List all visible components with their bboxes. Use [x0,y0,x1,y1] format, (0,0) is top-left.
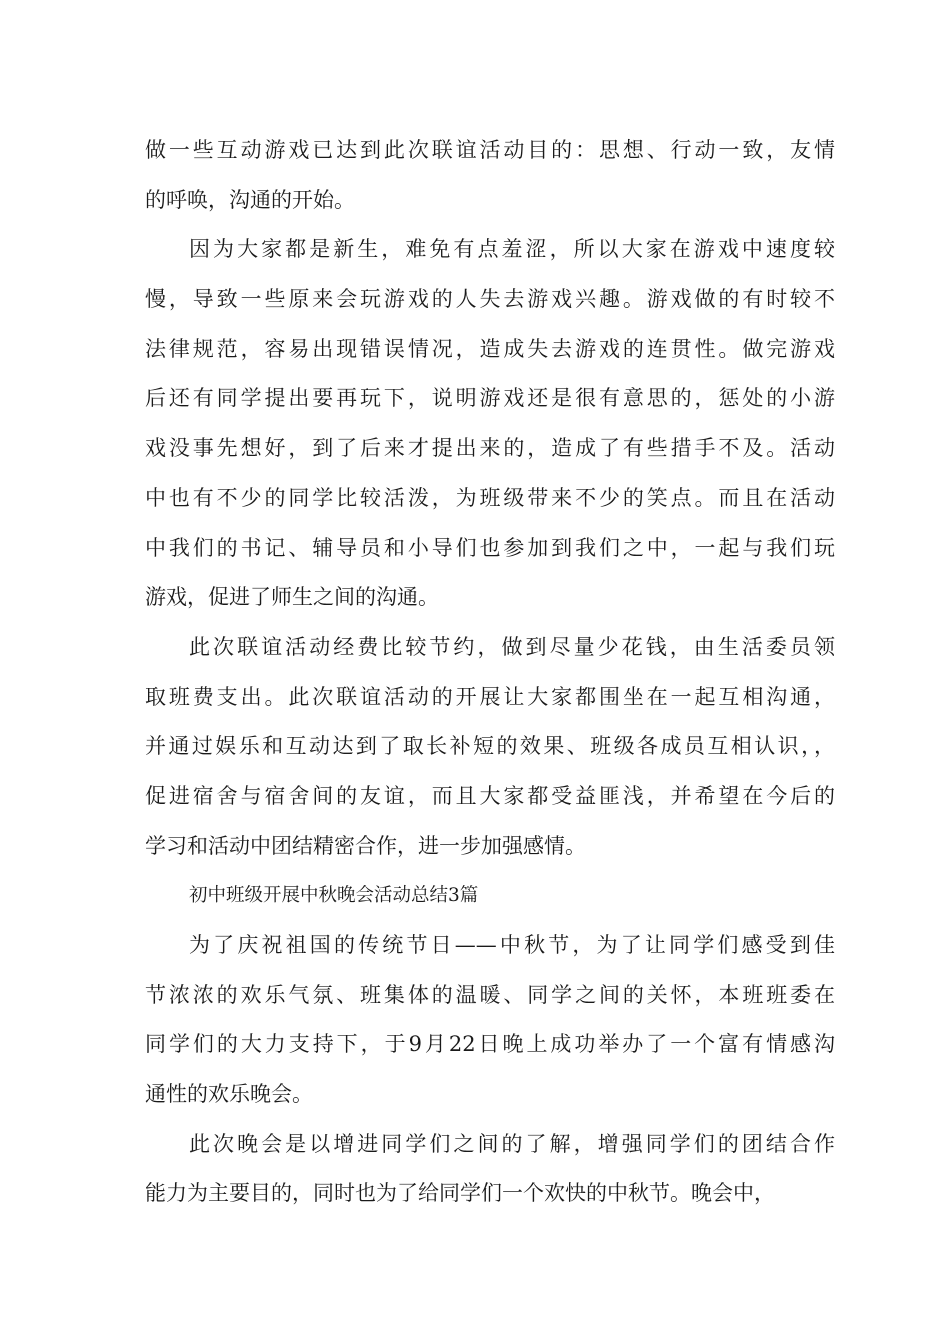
text-line: 并通过娱乐和互动达到了取长补短的效果、班级各成员互相认识，， [145,734,835,759]
text-line: 慢，导致一些原来会玩游戏的人失去游戏兴趣。游戏做的有时较不 [145,287,835,312]
text-line: 节浓浓的欢乐气氛、班集体的温暖、同学之间的关怀，本班班委在 [145,982,835,1007]
paragraph [145,225,835,623]
text-line: 做一些互动游戏已达到此次联谊活动目的：思想、行动一致，友情 [145,138,835,162]
paragraph [145,1120,835,1219]
section-heading [145,871,835,921]
text-line: 法律规范，容易出现错误情况，造成失去游戏的连贯性。做完游戏 [145,336,835,361]
document-body [145,126,835,1219]
text-line: 同学们的大力支持下，于9月22日晚上成功举办了一个富有情感沟 [145,1032,835,1057]
text-line: 因为大家都是新生，难免有点羞涩，所以大家在游戏中速度较 [189,237,835,262]
text-line: 通性的欢乐晚会。 [145,1082,313,1107]
text-line: 取班费支出。此次联谊活动的开展让大家都围坐在一起互相沟通， [145,684,835,709]
text-line: 的呼唤，沟通的开始。 [145,187,355,212]
text-line: 中我们的书记、辅导员和小导们也参加到我们之中，一起与我们玩 [145,535,835,560]
text-line: 游戏，促进了师生之间的沟通。 [145,585,439,610]
paragraph [145,126,835,225]
heading-line: 初中班级开展中秋晚会活动总结3篇 [189,885,479,907]
text-line: 中也有不少的同学比较活泼，为班级带来不少的笑点。而且在活动 [145,485,835,510]
paragraph [145,623,835,871]
text-line: 为了庆祝祖国的传统节日——中秋节，为了让同学们感受到佳 [189,933,835,957]
text-line: 此次联谊活动经费比较节约，做到尽量少花钱，由生活委员领 [189,634,835,659]
text-line: 此次晚会是以增进同学们之间的了解，增强同学们的团结合作 [189,1131,835,1156]
paragraph [145,921,835,1120]
text-line: 能力为主要目的，同时也为了给同学们一个欢快的中秋节。晚会中， [145,1181,775,1206]
text-line: 后还有同学提出要再玩下，说明游戏还是很有意思的，惩处的小游 [145,386,835,411]
text-line: 戏没事先想好，到了后来才提出来的，造成了有些措手不及。活动 [145,436,835,461]
text-line: 促进宿舍与宿舍间的友谊，而且大家都受益匪浅，并希望在今后的 [145,783,835,808]
text-line: 学习和活动中团结精密合作，进一步加强感情。 [145,833,586,858]
